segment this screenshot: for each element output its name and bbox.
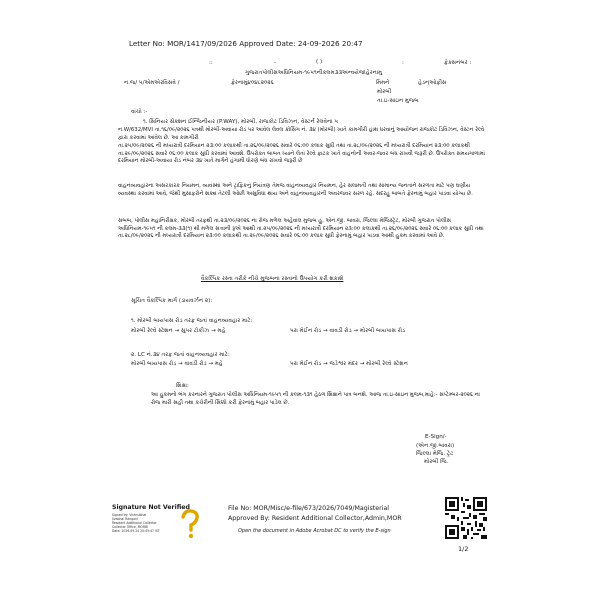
- signatory-name: (એન.જી.બાવરા): [416, 443, 455, 449]
- letter-header: Letter No: MOR/1417/09/2026 Approved Date: 24-09-2026 20:47: [129, 39, 363, 48]
- esign-check-icon: [176, 508, 204, 540]
- qr-code-icon: [445, 497, 487, 539]
- notification-number: ફેરનામું૪૦૪૮૨૦૨૬: [231, 80, 274, 86]
- office-label: મિમને: [376, 80, 390, 86]
- esign-stamp-line-3: Resident Additional Collector: [112, 521, 157, 525]
- route-1-right: પરા મેઈન રોડ → વાવડી રોડ → મોરબી બાયપાસ રોડ: [290, 328, 406, 334]
- verify-note: Open the document in Adobe Acrobat DC to verify the E-sign: [238, 528, 391, 534]
- address-line-2: તા.ઇ-સાઇન મુજબ: [377, 98, 419, 104]
- reference-label: વાંચો :-: [131, 109, 148, 115]
- fax-number-label: ફેક્સનંબર :: [444, 60, 472, 66]
- closing-label: શિક્ષા:: [176, 383, 189, 389]
- esign-stamp-title: Signature Not Verified: [112, 504, 190, 511]
- reference-number: ન.જ/ ૫/એમએરવિસવે /: [124, 80, 180, 86]
- reference-item: ૧. સિનિયર સેક્શન ઈન્જિનીયર (P.WAY), મોરબી, રાજકોટ ડિવિઝન, વેસ્ટર્ન રેલવેના પ: [143, 119, 338, 125]
- signatory-designation: જિલ્લા મેજિ. ટ્રેટ: [416, 451, 454, 457]
- esign-stamp-line-1: Signed by: Vishnubhai: [112, 513, 147, 517]
- route-1-title: ૧. મોરબી બાયપાસ રોડ તરફ જતાં વાહનવ્યવહાર માટે:: [131, 318, 253, 324]
- top-mid-marks: -: [274, 60, 277, 66]
- top-bracket: ( ): [316, 59, 323, 65]
- file-number: File No: MOR/Misc/e-file/673/2026/7049/Magisterial: [228, 505, 390, 512]
- paragraph-4: સબબ, પોલીસ મહાનિરીક્ષક, મોરબી તરફથી તા.૨૩/૦૯/૨૦૨૬ ના રોજ મળેલ અહેવાલ મુજબ હું, એન.જી. બાવરા, જિલ્લા મેજિસ્ટ્રેટ, મોરબી ગુજરાત પોલીસ અધિનિયમ-૧૯૫૧ ની કલમ-૩૩(૧) થી મળેલ સત્તાની રૂએ આથી તા.૨૫/૦૯/૨૦૨૬ ની મધ્યરાત્રી દરમિયાન ૨૩:૦૦ કલાકથી તા.૨૬/૦૯/૨૦૨૬ સવારે ૦૬:૦૦ કલાક સુધી તથા તા.૨૮/૦૯/૨૦૨૬ ની મધ્યરાત્રી દરમિયાન ૨૩:૦૦ કલાકથી તા.૨૯/૦૯/૨૦૨૬ સવારે ૦૬:૦૦ કલાક સુધી ફેરનામું બહાર પાડવા આથી હુકમ કરવામાં આવે છે.: [118, 218, 484, 240]
- esign-stamp-line-4: Collector Office, MORBI: [112, 525, 149, 529]
- paragraph-3: વાહનવ્યવહારના અસરકારક નિયમન, વ્યવસ્થા અને ટ્રાફિકનું નિયંત્રણ તેમજ વાહનવ્યવહાર નિયમન, હેર સલામતી તથા સામાન્ય જનતાને સરળતા માટે પણ ઘણીય વ્યવસ્થા કરવામાં આવે, જેથી મુસાફરોને શક્ય તેટલી ઓછી અસુવિધા થાય અને વાહનવ્યવહારની અવરજવર સરળ રહે. સદરહુ બાબતે ફેરનામું બહાર પાડવા યોગ્ય છે.: [118, 183, 473, 197]
- esign-label: E-Sign/-: [425, 434, 447, 440]
- office-head-label: હેડન્ઓફીસ: [418, 80, 447, 86]
- section-heading: વૈકલ્પિક રસ્તા તરીકે નીચે મુજબના રસ્તાનો ઉપયોગ કરી શકાશે: [201, 276, 344, 282]
- route-2-title: ૨. LC નં.૩૪ તરફ જતાં વાહનવ્યવહાર માટે:: [131, 352, 230, 358]
- suggested-route-label: સૂચિત વૈકલ્પિક માર્ગ (ડાયવર્ઝન ૨):: [131, 298, 213, 304]
- paragraph-1: ન.W/632/MVI તા.૧૬/૦૯/૨૦૨૬ પત્રથી મોરબી-અવાયા રોડ પર આવેલ લેવલ ક્રોસિંગ નં. ૩૪ (મોરબી) ખાતે કામગીરી હાથ ધરવાનું આયોજન રાજકોટ ડિવિઝન, વેસ્ટન રેલ્વે દ્વારા કરવામાં આવેલ છે. આ કામગીરી: [118, 127, 485, 141]
- route-2-right: પરા મેઈન રોડ → જડેશ્વર મંદર → મોરબી રેલ્વે સ્ટેશન: [290, 361, 408, 367]
- document-title: ગુજરાતપોલીસઅધિનિયમ-૧૯૫૧નીકલમ૩૩અન્વયેજાહેરનામુ: [245, 70, 383, 76]
- signatory-place: મોરબી જિ.: [424, 459, 449, 465]
- address-line-1: મોરબી: [377, 89, 392, 95]
- approved-by: Approved By: Resident Additional Collector,Admin,MOR: [228, 515, 402, 522]
- closing-text: આ હુકમનો ભંગ કરનારને ગુજરાત પોલીસ અધિનિયમ-૧૯૫૧ ની કલમ-૧૩૧ હેઠળ શિક્ષાને પાત્ર બનશે. આજ તા.ઇ-સાઇન મુજબ,માહે:- સપ્ટેમ્બર-૨૦૨૬ ના રોજ મારી સહી તથા કચેરીની સિક્કો કરી ફેરનામું બહાર પાડેલ છે.: [151, 392, 480, 406]
- top-colon: :: [402, 60, 404, 66]
- top-left-marks: ::: [209, 60, 213, 66]
- page-number: 1/2: [458, 545, 469, 553]
- route-2-left: મોરબી બાયપાસ રોડ → વાવડી રોડ → મહે: [131, 361, 223, 367]
- esign-stamp-line-2: Jivabhai Rangani: [112, 517, 138, 521]
- paragraph-2: તા.૨૫/૦૯/૨૦૨૬ ની મધ્યરાત્રી દરમિયાન ૨૩:૦૦ કલાકથી તા.૨૬/૦૯/૨૦૨૬ સવારે ૦૬:૦૦ કલાક સુધી તથા તા.૨૮/૦૯/૨૦૨૬ ની મધ્યરાત્રી દરમિયાન ૨૩:૦૦ કલાકથી તા.૨૯/૦૯/૨૦૨૬ સવારે ૦૬:૦૦ કલાક સુધી કરવામાં આવશે. ઉપરોક્ત બાબત ધ્યાને લેતાં રેલ્વે ફાટક ખાતે વાહનોની અવર-જવર બંધ રાખવી જરૂરી છે. ઉપરોક્ત સમયગાળામાં દરમિયાન મોરબી-અવાયા રોડ નંબર ૩૪ ખાતે માર્ગને હંગામી ધોરણે બંધ રાખવો જરૂરી છે: [118, 143, 485, 165]
- route-1-left: મોરબી રેલ્વે સ્ટેશન → સુપર ટોકીઝ → મહે: [131, 328, 226, 334]
- esign-stamp-line-5: Date: 2026.09.24 20:45:47 IST: [112, 529, 160, 533]
